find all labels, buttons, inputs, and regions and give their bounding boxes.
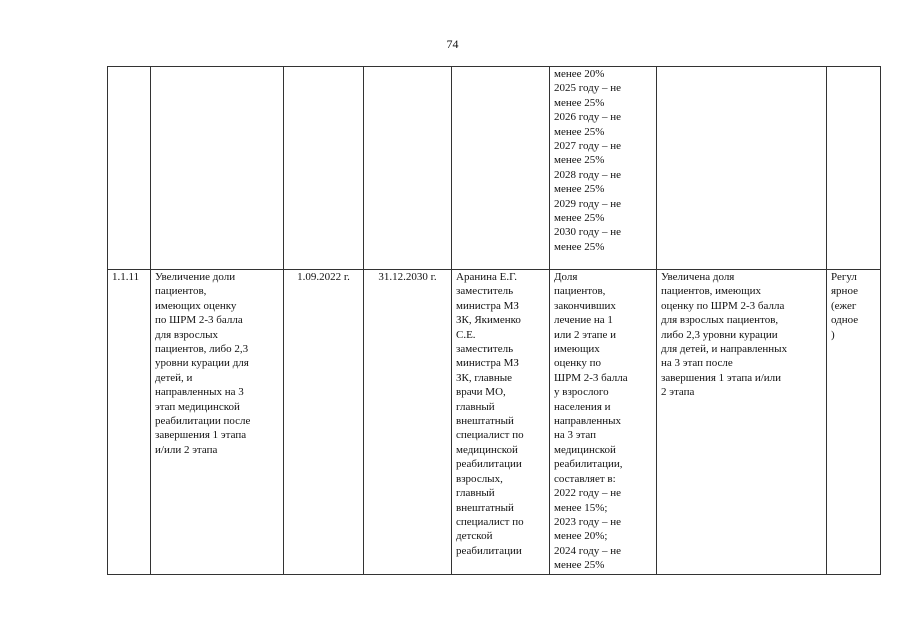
- cell-number: 1.1.11: [108, 270, 151, 575]
- cell-start-date: [284, 67, 364, 270]
- cell-result: Увеличена доля пациентов, имеющих оценку по ШРМ 2-3 балла для взрослых пациентов, либо 2,3 уровни курации для детей, и направленных на 3 этап после завершения 1 этапа и/или 2 этапа: [657, 270, 827, 575]
- cell-result: [657, 67, 827, 270]
- cell-measure: [151, 67, 284, 270]
- cell-end-date: [364, 67, 452, 270]
- cell-measure: Увеличение доли пациентов, имеющих оценку по ШРМ 2-3 балла для взрослых пациентов, либо 2,3 уровни курации для детей, и направленных на 3 этап медицинской реабилитации после завершения 1 этапа и/или 2 этапа: [151, 270, 284, 575]
- cell-responsible: [452, 67, 550, 270]
- cell-end-date: 31.12.2030 г.: [364, 270, 452, 575]
- cell-start-date: 1.09.2022 г.: [284, 270, 364, 575]
- cell-responsible: Аранина Е.Г. заместитель министра МЗ ЗК, Якименко С.Е. заместитель министра МЗ ЗК, главные врачи МО, главный внештатный специалист по медицинской реабилитации взрослых, главный внештатный специалист по детской реабилитации: [452, 270, 550, 575]
- page-number: 74: [446, 37, 459, 51]
- table-row-continued: [108, 67, 881, 270]
- cell-indicator: менее 20% 2025 году – не менее 25% 2026 году – не менее 25% 2027 году – не менее 25% 2028 году – не менее 25% 2029 году – не менее 25% 2030 году – не менее 25%: [550, 67, 657, 270]
- cell-frequency: Регул ярное (ежег одное ): [827, 270, 881, 575]
- cell-frequency: [827, 67, 881, 270]
- measures-table: [107, 66, 881, 575]
- cell-number: [108, 67, 151, 270]
- table-row-item-1-1-11: [108, 270, 881, 575]
- cell-indicator: Доля пациентов, закончивших лечение на 1 или 2 этапе и имеющих оценку по ШРМ 2-3 балла у взрослого населения и направленных на 3 этап медицинской реабилитации, составляет в: 2022 году – не менее 15%; 2023 году – не менее 20%; 2024 году – не менее 25%: [550, 270, 657, 575]
